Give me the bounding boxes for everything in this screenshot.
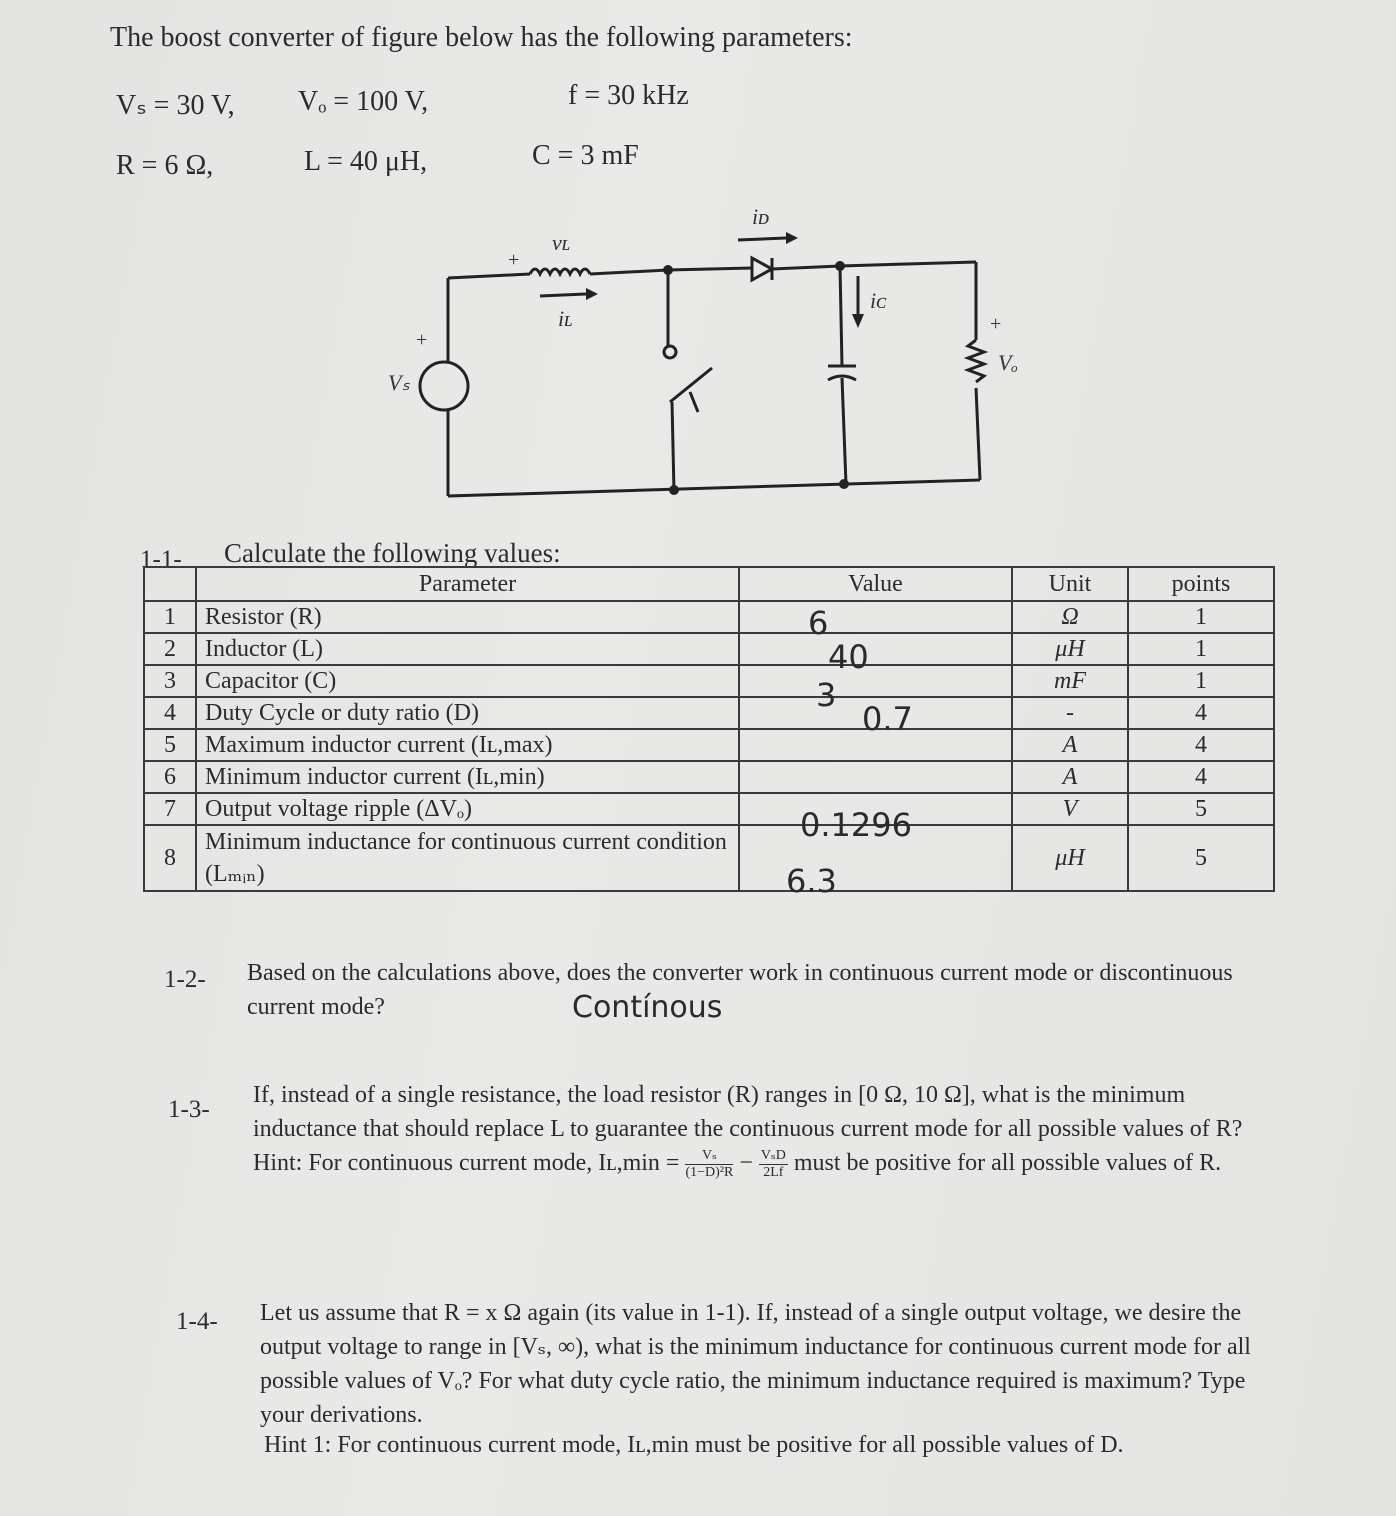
param-l: L = 40 μH, <box>304 146 428 177</box>
table-row <box>144 665 1274 697</box>
plus-source: + <box>416 329 428 351</box>
boost-converter-circuit-diagram <box>340 190 1020 510</box>
row-num: 4 <box>144 697 196 729</box>
handwritten-value-lmin: 6.3 <box>786 862 837 900</box>
handwritten-value-c: 3 <box>816 676 837 714</box>
header-parameter: Parameter <box>196 567 739 601</box>
minus-sign: − <box>739 1150 753 1176</box>
row-points: 4 <box>1128 729 1274 761</box>
row-param: Maximum inductor current (Iʟ,max) <box>196 729 739 761</box>
row-unit: A <box>1012 729 1128 761</box>
row-param: Output voltage ripple (ΔVₒ) <box>196 793 739 825</box>
header-value: Value <box>739 567 1012 601</box>
row-num: 5 <box>144 729 196 761</box>
table-row <box>144 761 1274 793</box>
handwritten-value-r: 6 <box>808 604 829 642</box>
fraction-vsd-over-2lf <box>759 1148 788 1181</box>
parameters-table <box>143 566 1275 892</box>
table-header-row <box>144 567 1274 601</box>
row-value <box>739 665 1012 697</box>
question-1-3-text-end: must be positive for all possible values of R. <box>793 1150 1222 1176</box>
fraction-vs-over-r <box>685 1148 733 1181</box>
question-title-1-1: Calculate the following values: <box>224 538 561 568</box>
question-1-3-body <box>253 1078 1279 1181</box>
fraction-numerator: Vₛ <box>685 1148 733 1165</box>
param-c: C = 3 mF <box>532 140 639 171</box>
row-points: 5 <box>1128 793 1274 825</box>
row-num: 1 <box>144 601 196 633</box>
question-number-1-3: 1-3- <box>168 1096 210 1123</box>
fraction-denominator: (1−D)²R <box>685 1164 734 1180</box>
intro-text: The boost converter of figure below has the following parameters: <box>110 22 853 53</box>
row-param: Minimum inductance for continuous current condition (Lₘᵢₙ) <box>196 825 739 891</box>
row-points: 1 <box>1128 601 1274 633</box>
handwritten-answer-1-2: Contínous <box>572 990 723 1025</box>
row-value <box>739 633 1012 665</box>
plus-output: + <box>990 313 1002 335</box>
fraction-denominator: 2Lf <box>763 1164 784 1180</box>
inductor-symbol <box>530 269 590 274</box>
row-points: 4 <box>1128 697 1274 729</box>
param-f: f = 30 kHz <box>568 80 689 111</box>
voltage-source-symbol <box>420 362 468 410</box>
row-num: 7 <box>144 793 196 825</box>
row-num: 8 <box>144 825 196 891</box>
row-param: Minimum inductor current (Iʟ,min) <box>196 761 739 793</box>
row-points: 1 <box>1128 633 1274 665</box>
row-unit: - <box>1012 697 1128 729</box>
param-r: R = 6 Ω, <box>116 150 214 181</box>
table-row <box>144 825 1274 891</box>
row-param: Inductor (L) <box>196 633 739 665</box>
question-number-1-2: 1-2- <box>164 966 206 993</box>
header-points: points <box>1128 567 1274 601</box>
header-unit: Unit <box>1012 567 1128 601</box>
row-unit: mF <box>1012 665 1128 697</box>
question-number-1-4: 1-4- <box>176 1308 218 1335</box>
row-unit: A <box>1012 761 1128 793</box>
label-ic: iᴄ <box>870 288 887 313</box>
row-num: 3 <box>144 665 196 697</box>
plus-inductor: + <box>508 249 520 271</box>
row-unit: V <box>1012 793 1128 825</box>
table-row <box>144 793 1274 825</box>
param-vs: Vₛ = 30 V, <box>116 90 235 121</box>
row-unit: Ω <box>1012 601 1128 633</box>
table-row <box>144 601 1274 633</box>
question-1-4-text: Let us assume that R = x Ω again (its value in 1-1). If, instead of a single output voltage, we desire the output voltage to range in [Vₛ, ∞), what is the minimum inductance for continuous current mode for all possible values of Vₒ? For what duty cycle ratio, the minimum inductance required is maximum? Type your derivations. <box>260 1300 1251 1428</box>
row-param: Duty Cycle or duty ratio (D) <box>196 697 739 729</box>
row-value <box>739 761 1012 793</box>
question-1-3-text: If, instead of a single resistance, the load resistor (R) ranges in [0 Ω, 10 Ω], what is the minimum inductance that should replace L to guarantee the continuous current mode for all possible values of R? Hint: For continuous current mode, Iʟ,min = <box>253 1082 1243 1176</box>
label-vl: vʟ <box>552 230 571 255</box>
handwritten-value-l: 40 <box>828 638 869 676</box>
handwritten-value-ripple: 0.1296 <box>800 806 912 844</box>
label-il: iʟ <box>558 306 573 331</box>
resistor-symbol <box>968 340 984 382</box>
label-vo: Vₒ <box>998 350 1018 375</box>
question-number-1-1: 1-1- <box>140 546 182 573</box>
handwritten-value-d: 0.7 <box>862 700 913 738</box>
fraction-numerator: VₛD <box>760 1147 786 1163</box>
diode-symbol <box>752 258 772 280</box>
param-vo: Vₒ = 100 V, <box>298 86 429 117</box>
row-points: 1 <box>1128 665 1274 697</box>
row-num: 6 <box>144 761 196 793</box>
question-1-2-text: Based on the calculations above, does the converter work in continuous current mode or discontinuous current mode? <box>247 960 1233 1020</box>
row-param: Resistor (R) <box>196 601 739 633</box>
row-unit: μH <box>1012 825 1128 891</box>
label-id: iᴅ <box>752 204 770 229</box>
label-vs: Vₛ <box>388 370 410 395</box>
row-value <box>739 601 1012 633</box>
row-points: 5 <box>1128 825 1274 891</box>
row-points: 4 <box>1128 761 1274 793</box>
row-param: Capacitor (C) <box>196 665 739 697</box>
table-row <box>144 633 1274 665</box>
header-num <box>144 567 196 601</box>
row-num: 2 <box>144 633 196 665</box>
table-row <box>144 729 1274 761</box>
question-1-4-hint: Hint 1: For continuous current mode, Iʟ,min must be positive for all possible values of D. <box>264 1432 1124 1458</box>
row-unit: μH <box>1012 633 1128 665</box>
table-row <box>144 697 1274 729</box>
